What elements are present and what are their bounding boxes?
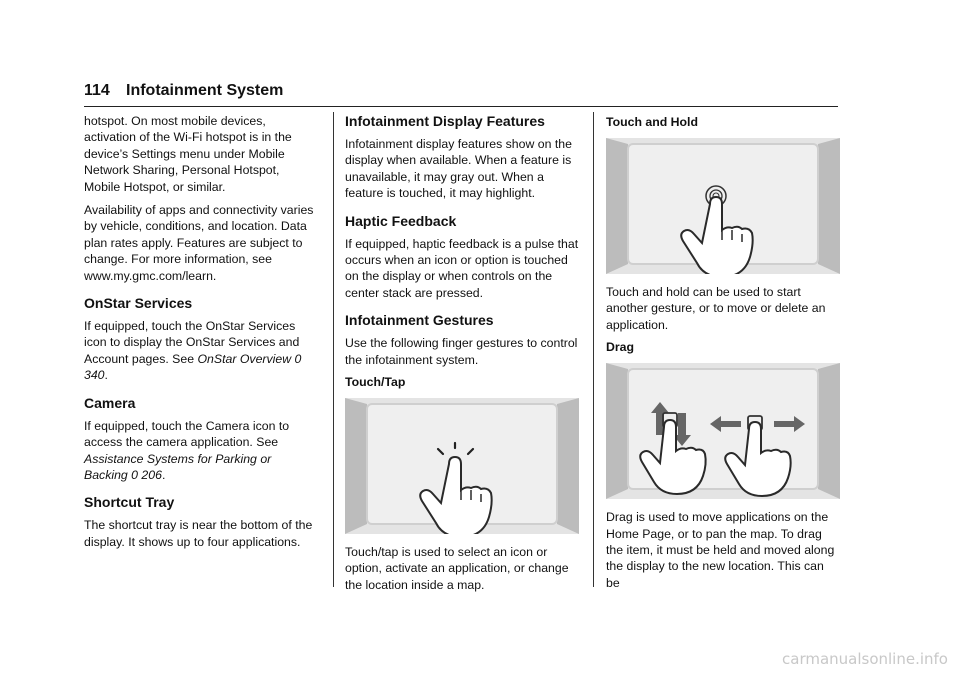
section-title: Infotainment System [126,82,284,99]
heading-haptic-feedback: Haptic Feedback [345,212,457,229]
paragraph: hotspot. On most mobile devices, activation of the Wi-Fi hotspot is in the device’s Settings menu under Mobile Network Sharing, Personal Hotspot, Mobile Hotspot, or similar. [84,114,292,194]
watermark: carmanualsonline.info [782,650,948,668]
heading-display-features: Infotainment Display Features [345,113,545,129]
touch-and-hold-illustration [606,138,840,274]
paragraph: If equipped, haptic feedback is a pulse that occurs when an icon or option is touched on the display or when controls on the center stack are pressed. [345,236,579,300]
heading-camera: Camera [84,394,136,411]
cross-reference[interactable]: Assistance Systems for Parking or Backing [84,451,272,482]
paragraph: If equipped, touch the OnStar Services icon to display the OnStar Services and Account pages. See OnStar Overview 0 340. [84,319,302,383]
heading-shortcut-tray: Shortcut Tray [84,494,175,511]
heading-touch-tap: Touch/Tap [345,375,406,390]
cross-reference[interactable]: OnStar Overview [197,351,292,366]
heading-gestures: Infotainment Gestures [345,312,494,329]
paragraph: If equipped, touch the Camera icon to access the camera application. See Assistance Systems for Parking or Backing 0 206. [84,418,290,482]
heading-touch-and-hold: Touch and Hold [606,115,698,129]
touch-tap-illustration [345,398,579,534]
column-1 [84,113,316,557]
paragraph: Drag is used to move applications on the Home Page, or to pan the map. To drag the item, it must be held and moved along the display to the new location. This can be [606,510,835,590]
paragraph: Use the following finger gestures to control the infotainment system. [345,336,578,367]
drag-illustration [606,363,840,499]
page-number: 114 [84,82,110,99]
page-reference[interactable]: 0 206 [131,467,162,482]
page-header [84,82,838,107]
column-divider [333,112,334,587]
column-divider [593,112,594,587]
paragraph: Infotainment display features show on the display when available. When a feature is unavailable, it may gray out. When a feature is touched, it may highlight. [345,137,572,201]
paragraph: Availability of apps and connectivity varies by vehicle, conditions, and location. Data plan rates apply. Features are subject to change. For more information, see www.my.gmc.com/learn. [84,203,314,283]
heading-onstar: OnStar Services [84,295,193,312]
heading-drag: Drag [606,340,635,355]
paragraph: Touch and hold can be used to start another gesture, or to move or delete an application. [606,285,826,332]
paragraph: The shortcut tray is near the bottom of the display. It shows up to four applications. [84,518,313,549]
column-3 [606,113,840,598]
column-2 [345,113,580,600]
page-reference[interactable]: 0 340 [84,351,302,383]
paragraph: Touch/tap is used to select an icon or option, activate an application, or change the location inside a map. [345,545,569,592]
